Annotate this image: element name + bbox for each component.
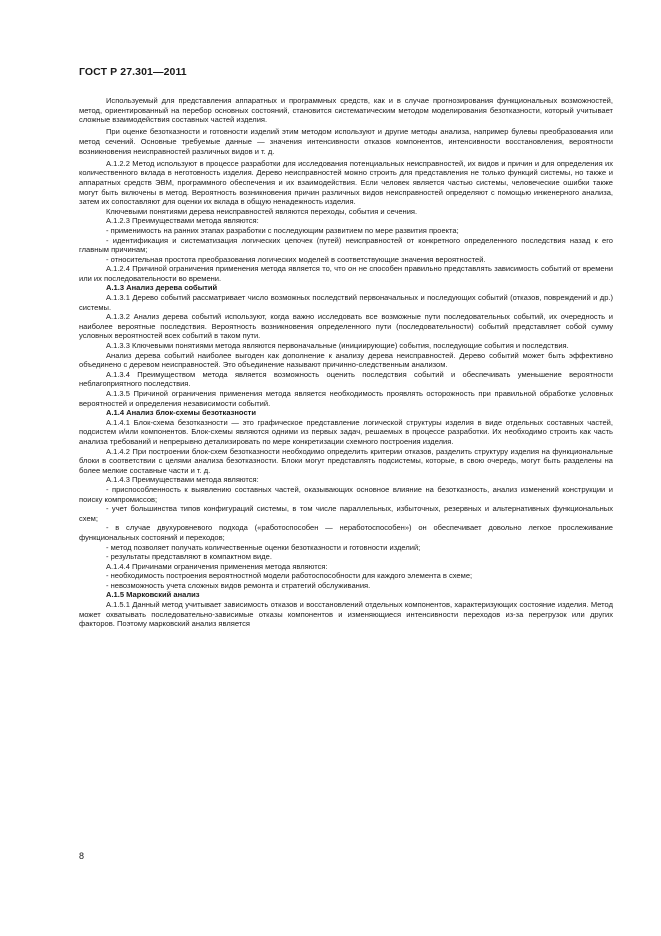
list-item: - учет большинства типов конфигураций системы, в том числе параллельных, избыточных, резервных и альтернативных функциональных схем; bbox=[79, 504, 613, 523]
paragraph: А.1.3.2 Анализ дерева событий используют, когда важно исследовать все возможные пути последовательных событий, их очередность и наиболее вероятные последствия. Вероятность возникновения определенного пути (последовательности) событий представляет собой сумму условных вероятностей всех событий в таком пути. bbox=[79, 312, 613, 341]
list-item: - необходимость построения вероятностной модели работоспособности для каждого элемента в схеме; bbox=[106, 571, 473, 581]
document-body bbox=[79, 96, 613, 629]
paragraph: А.1.4.3 Преимуществами метода являются: bbox=[106, 475, 259, 485]
paragraph: Анализ дерева событий наиболее выгоден как дополнение к анализу дерева неисправностей. Дерево событий может быть эффективно объединено с деревом неисправностей. Это объединение называют причинно-следственным анализом. bbox=[79, 350, 613, 370]
paragraph: А.1.2.2 Метод используют в процессе разработки для исследования потенциальных неисправностей, их видов и причин и для определения их количественного вклада в неготовность изделия. Дерево неисправностей можно строить для представления не только функций системы, но также и аппаратных средств ЭВМ, программного обеспечения и их взаимодействия. Если человек является частью системы, человеческие ошибки также могут быть включены в метод. Вероятность возникновения причин различных видов неисправностей определяют с помощью инженерного анализа, затем их сопоставляют для оценки их вклада в общую ненадежность изделия. bbox=[79, 158, 613, 207]
page-number: 8 bbox=[79, 851, 85, 861]
section-heading: А.1.5 Марковский анализ bbox=[106, 590, 200, 600]
section-heading: А.1.3 Анализ дерева событий bbox=[106, 283, 218, 293]
paragraph: А.1.3.1 Дерево событий рассматривает число возможных последствий первоначальных и последующих событий (отказов, повреждений и др.) системы. bbox=[79, 293, 613, 312]
document-header: ГОСТ Р 27.301—2011 bbox=[79, 66, 187, 78]
list-item: - результаты представляют в компактном виде. bbox=[106, 552, 272, 562]
paragraph: А.1.3.4 Преимуществом метода является возможность оценить последствия событий и обеспечивать уменьшение вероятности неблагоприятного последствия. bbox=[79, 369, 613, 389]
paragraph: А.1.4.4 Причинами ограничения применения метода являются: bbox=[106, 561, 328, 571]
paragraph: А.1.2.4 Причиной ограничения применения метода является то, что он не способен правильно представлять зависимость событий от времени или их последовательности во времени. bbox=[79, 264, 613, 283]
list-item: - в случае двухуровневого подхода («работоспособен — неработоспособен») он обеспечивает довольно легкое прослеживание функциональных состояний и переходов; bbox=[79, 523, 613, 542]
paragraph: А.1.4.2 При построении блок-схем безотказности необходимо определить критерии отказов, разделить структуру изделия на функциональные блоки в соответствии с целями анализа безотказности. Блоки могут представлять подсистемы, которые, в свою очередь, могут быть разделены на более мелкие составные части и т. д. bbox=[79, 446, 613, 475]
list-item: - относительная простота преобразования логических моделей в соответствующие значения вероятностей. bbox=[106, 254, 486, 264]
paragraph: Ключевыми понятиями дерева неисправностей являются переходы, события и сечения. bbox=[106, 206, 418, 216]
paragraph: А.1.2.3 Преимуществами метода являются: bbox=[106, 216, 259, 226]
list-item: - идентификация и систематизация логических цепочек (путей) неисправностей от конкретного определенного последствия назад к его главным причинам; bbox=[79, 235, 613, 255]
list-item: - метод позволяет получать количественные оценки безотказности и готовности изделий; bbox=[106, 542, 421, 552]
section-heading: А.1.4 Анализ блок-схемы безотказности bbox=[106, 408, 256, 418]
paragraph: А.1.3.3 Ключевыми понятиями метода являются первоначальные (инициирующие) события, последующие события и последствия. bbox=[106, 341, 569, 351]
paragraph: А.1.3.5 Причиной ограничения применения метода является необходимость проявлять осторожность при правильной обработке условных вероятностей и определения независимости событий. bbox=[79, 389, 613, 408]
paragraph: При оценке безотказности и готовности изделий этим методом используют и другие методы анализа, например булевы преобразования или метод сечений. Основные требуемые данные — значения интенсивности отказов компонентов, интенсивности восстановления, вероятности возникновения неисправностей различных видов и т. д. bbox=[79, 127, 613, 156]
list-item: - приспособленность к выявлению составных частей, оказывающих основное влияние на безотказность, анализ изменений конструкции и поиску компромиссов; bbox=[79, 484, 613, 504]
paragraph: Используемый для представления аппаратных и программных средств, как и в случае прогнозирования функциональных возможностей, метод, ориентированный на перебор основных состояний, становится систематическим методом моделирования безотказности, который учитывает сложные взаимодействия составных частей изделия. bbox=[79, 96, 613, 125]
list-item: - невозможность учета сложных видов ремонта и стратегий обслуживания. bbox=[106, 580, 371, 590]
list-item: - применимость на ранних этапах разработки с последующим развитием по мере развития проекта; bbox=[106, 225, 459, 235]
paragraph: А.1.5.1 Данный метод учитывает зависимость отказов и восстановлений отдельных компонентов, характеризующих состояние изделия. Метод может охватывать последовательно-зависимые отказы компонентов и изменяющиеся интенсивности переходов из-за перегрузок или других факторов. Поэтому марковский анализ является bbox=[79, 600, 613, 629]
paragraph: А.1.4.1 Блок-схема безотказности — это графическое представление логической структуры изделия в виде отдельных составных частей, подсистем и/или компонентов. Блок-схемы являются одними из первых задач, решаемых в процессе разработки. Их необходимо строить как часть анализа требований и непрерывно детализировать по мере конкретизации схемного построения изделия. bbox=[79, 417, 613, 446]
